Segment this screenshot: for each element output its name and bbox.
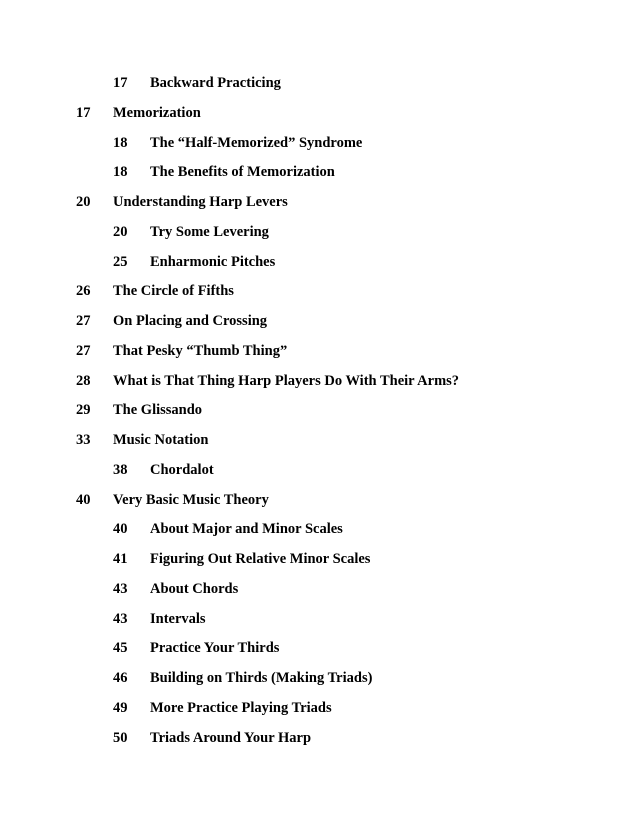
toc-title: Understanding Harp Levers [113,194,288,210]
toc-page-number: 43 [113,610,128,627]
toc-page-number: 26 [76,283,91,300]
toc-entry [0,191,637,221]
toc-entry [0,429,637,459]
toc-entry [0,251,637,281]
toc-title: About Chords [150,580,239,597]
toc-page-number: 25 [113,253,128,270]
toc-page-number: 17 [113,75,128,91]
toc-title: About Major and Minor Scales [150,521,343,538]
toc-title: Practice Your Thirds [150,640,280,657]
toc-page-number: 40 [113,521,128,538]
toc-title: The Glissando [113,402,203,419]
toc-entry [0,340,637,370]
toc-title: Chordalot [150,461,214,478]
toc-entry [0,399,637,429]
toc-entry [0,280,637,310]
toc-title: Intervals [150,610,206,627]
toc-page-number: 41 [113,551,128,567]
toc-entry [0,727,637,757]
toc-entry [0,489,637,519]
toc-page-number: 27 [76,342,91,359]
toc-title: Try Some Levering [150,223,269,240]
toc-page-number: 28 [76,372,91,389]
toc-page-number: 50 [113,729,128,746]
toc-title: Enharmonic Pitches [150,253,276,270]
toc-page-number: 20 [113,223,128,240]
toc-title: Music Notation [113,432,209,448]
toc-page-number: 17 [76,104,91,121]
toc-page-number: 38 [113,461,128,478]
toc-entry [0,608,637,638]
toc-page-number: 27 [76,313,91,329]
toc-title: Memorization [113,104,201,121]
toc-title: On Placing and Crossing [113,313,268,329]
toc-entry [0,370,637,400]
toc-entry [0,697,637,727]
toc-title: Backward Practicing [150,75,281,91]
toc-entry [0,637,637,667]
toc-page-number: 49 [113,699,128,716]
table-of-contents [0,72,637,756]
toc-entry [0,72,637,102]
toc-page-number: 20 [76,194,91,210]
toc-page-number: 18 [113,164,128,181]
toc-title: Building on Thirds (Making Triads) [150,670,373,686]
toc-title: More Practice Playing Triads [150,699,332,716]
toc-page-number: 18 [113,134,128,151]
toc-entry [0,310,637,340]
toc-entry [0,161,637,191]
toc-title: The Benefits of Memorization [150,164,335,181]
toc-page-number: 40 [76,491,91,508]
toc-title: The Circle of Fifths [113,283,234,300]
toc-entry [0,667,637,697]
toc-title: That Pesky “Thumb Thing” [113,342,288,359]
toc-page-number: 33 [76,432,91,448]
toc-entry [0,578,637,608]
toc-page-number: 46 [113,670,128,686]
toc-entry [0,132,637,162]
toc-page-number: 45 [113,640,128,657]
toc-page-number: 29 [76,402,91,419]
toc-title: The “Half-Memorized” Syndrome [150,134,363,151]
toc-title: What is That Thing Harp Players Do With Their Arms? [113,372,460,389]
toc-entry [0,459,637,489]
toc-entry [0,221,637,251]
toc-page-number: 43 [113,580,128,597]
toc-title: Very Basic Music Theory [113,491,269,508]
toc-title: Triads Around Your Harp [150,729,312,746]
toc-entry [0,102,637,132]
toc-title: Figuring Out Relative Minor Scales [150,551,371,567]
toc-entry [0,518,637,548]
toc-entry [0,548,637,578]
